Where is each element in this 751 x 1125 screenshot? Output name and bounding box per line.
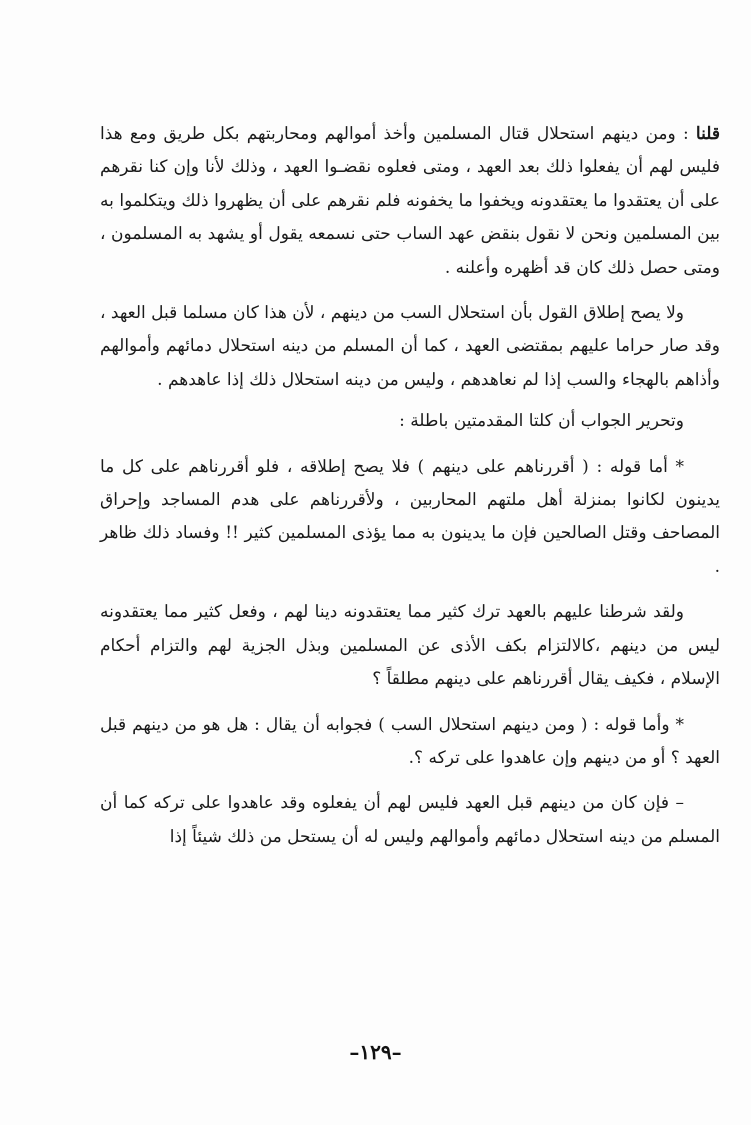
paragraph-7 (100, 787, 720, 854)
paragraph-text: ولا يصح إطلاق القول بأن استحلال السب من دينهم ، لأن هذا كان مسلما قبل العهد ، وقد صار حراما عليهم بمقتضى العهد ، كما أن المسلم من دينه استحلال دمائهم وأموالهم وأذاهم بالهجاء والسب إذا لم نعاهدهم ، وليس من دينه استحلال ذلك إذا عاهدهم . (100, 303, 720, 390)
paragraph-text: – فإن كان من دينهم قبل العهد فليس لهم أن يفعلوه وقد عاهدوا على تركه كما أن المسلم من دينه استحلال دمائهم وأموالهم وليس له أن يستحل من ذلك شيئاً إذا (100, 793, 720, 847)
page-number: –١٢٩– (349, 1040, 402, 1064)
paragraph-2 (100, 297, 720, 397)
paragraph-text: * أما قوله : ( أقررناهم على دينهم ) فلا يصح إطلاقه ، فلو أقررناهم على كل ما يدينون لكانوا بمنزلة أهل ملتهم المحاربين ، ولأقررناهم على هدم المساجد وإحراق المصاحف وقتل الصالحين فإن ما يدينون به مما يؤذى المسلمين كثير !! وفساد ذلك ظاهر . (100, 456, 720, 577)
paragraph-6 (100, 709, 720, 776)
paragraph-5 (100, 596, 720, 696)
page-body (100, 118, 720, 854)
paragraph-text: ولقد شرطنا عليهم بالعهد ترك كثير مما يعتقدونه دينا لهم ، وفعل كثير مما يعتقدونه ليس من دينهم ،كالالتزام بكف الأذى عن المسلمين وبذل الجزية لهم والتزام أحكام الإسلام ، فكيف يقال أقررناهم على دينهم مطلقاً ؟ (100, 602, 720, 690)
paragraph-text: وتحرير الجواب أن كلتا المقدمتين باطلة : (399, 411, 684, 432)
paragraph-3 (100, 405, 720, 438)
paragraph-lead-word: قلنا (695, 124, 720, 144)
paragraph-1 (100, 118, 720, 285)
paragraph-4 (100, 451, 720, 585)
paragraph-text: * وأما قوله : ( ومن دينهم استحلال السب ) فجوابه أن يقال : هل هو من دينهم قبل العهد ؟ أو من دينهم وإن عاهدوا على تركه ؟. (100, 714, 720, 768)
paragraph-text: : ومن دينهم استحلال قتال المسلمين وأخذ أموالهم ومحاربتهم بكل طريق ومع هذا فليس لهم أن يفعلوا ذلك بعد العهد ، ومتى فعلوه نقضـوا العهد ، وذلك لأنا وإن كنا نقرهم على أن يعتقدوا ما يعتقدونه ويخفوا ما يخفونه فلم نقرهم على أن يظهروا ذلك ويتكلموا به بين المسلمين ونحن لا نقول بنقض عهد الساب حتى نسمعه يقول أو يشهد به المسلمون ، ومتى حصل ذلك كان قد أظهره وأعلنه . (100, 124, 720, 278)
